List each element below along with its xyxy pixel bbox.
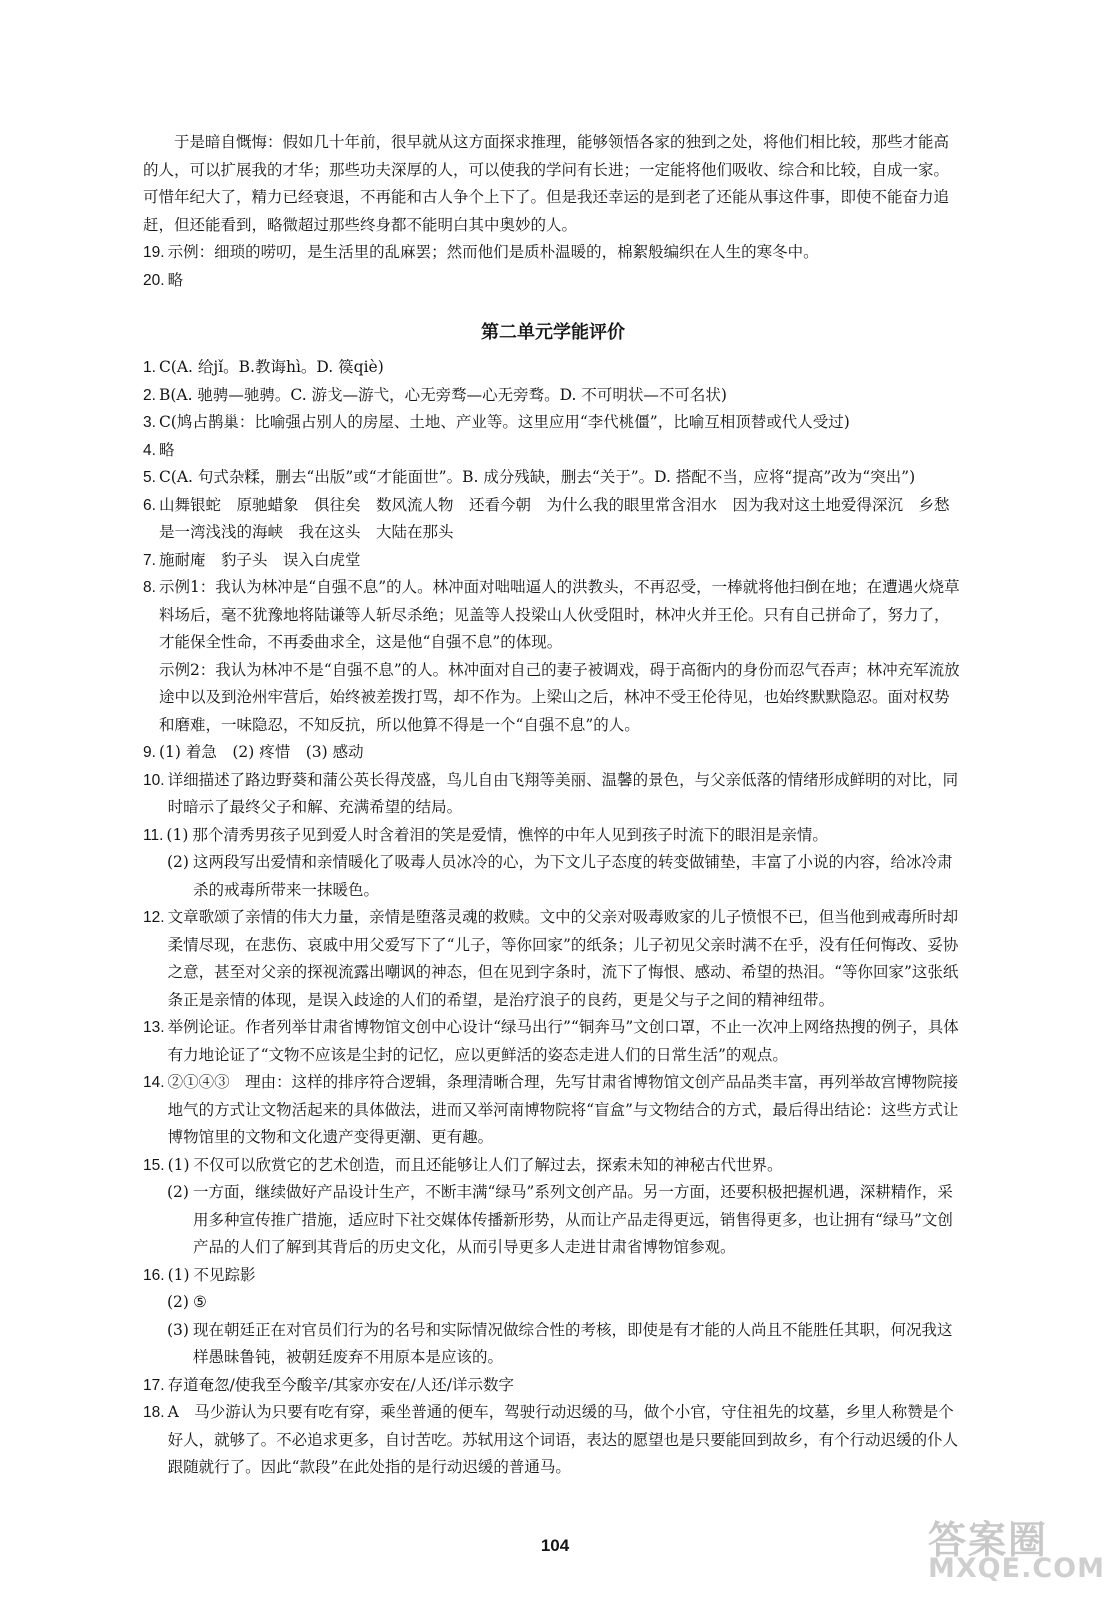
answer-item bbox=[143, 1014, 963, 1069]
sub-number: (1) bbox=[167, 1155, 190, 1174]
item-body bbox=[168, 1372, 963, 1400]
sub-answer bbox=[166, 822, 963, 850]
item-number: 19. bbox=[143, 244, 165, 261]
item-text: 施耐庵 豹子头 误入白虎堂 bbox=[158, 550, 361, 569]
item-number: 12. bbox=[143, 909, 165, 926]
item-text: A 马少游认为只要有吃有穿，乘坐普通的便车，驾驶行动迟缓的马，做个小官，守住祖先的坟墓，乡里人称赞是个好人，就够了。不必追求更多，自讨苦吃。苏轼用这个词语，表达的愿望也是只要能回到故乡，有个行动迟缓的仆人跟随就行了。因此“款段”在此处指的是行动迟缓的普通马。 bbox=[167, 1403, 959, 1476]
sub-answer bbox=[168, 1152, 963, 1180]
item-body bbox=[168, 1152, 963, 1180]
sub-text: 那个清秀男孩子见到爱人时含着泪的笑是爱情，憔悴的中年人见到孩子时流下的眼泪是亲情。 bbox=[192, 825, 828, 844]
answer-content bbox=[143, 129, 963, 1482]
item-text: C(A. 给jǐ。B.教诲hì。D. 篌qiè) bbox=[158, 358, 384, 376]
answer-item bbox=[143, 574, 963, 739]
item-text: 示例：细琐的唠叨，是生活里的乱麻罢；然而他们是质朴温暖的，棉絮般编织在人生的寒冬中。 bbox=[167, 243, 819, 261]
page-number: 104 bbox=[540, 1536, 570, 1555]
item-text: 文章歌颂了亲情的伟大力量，亲情是堕落灵魂的救赎。文中的父亲对吸毒败家的儿子愤恨不已，但当他到戒毒所时却柔情尽现，在悲伤、哀戚中用父爱写下了“儿子，等你回家”的纸条；儿子初见父亲时满不在乎，没有任何悔改、妥协之意，甚至对父亲的探视流露出嘲讽的神态，但在见到字条时，流下了悔恨、感动、希望的热泪。“等你回家”这张纸条正是亲情的体现，是误入歧途的人们的希望，是治疗浪子的良药，更是父与子之间的精神纽带。 bbox=[167, 908, 959, 1009]
answer-item bbox=[143, 409, 963, 437]
item-body bbox=[168, 767, 963, 822]
answer-item bbox=[143, 1399, 963, 1482]
answer-item bbox=[143, 739, 963, 767]
item-number: 8. bbox=[143, 579, 156, 596]
item-number: 9. bbox=[143, 744, 156, 761]
answer-item bbox=[143, 1069, 963, 1152]
sub-text: 一方面，继续做好产品设计生产，不断丰满“绿马”系列文创产品。另一方面，还要积极把握机遇，深耕精作，采用多种宣传推广措施，适应时下社交媒体传播新形势，从而让产品走得更远，销售得更多，也让拥有“绿马”文创产品的人们了解到其背后的历史文化，从而引导更多人走进甘肃省博物馆参观。 bbox=[192, 1183, 953, 1256]
sub-text: 不仅可以欣赏它的艺术创造，而且还能够让人们了解过去，探索未知的神秘古代世界。 bbox=[193, 1155, 783, 1174]
item-number: 11. bbox=[143, 826, 164, 844]
item-number: 15. bbox=[143, 1156, 165, 1174]
sub-answer bbox=[167, 849, 963, 904]
item-number: 3. bbox=[143, 414, 156, 431]
item-body bbox=[168, 1399, 963, 1482]
answer-item bbox=[143, 1152, 963, 1180]
item-body bbox=[159, 464, 963, 492]
watermark-logo bbox=[928, 1509, 1105, 1589]
item-number: 20. bbox=[143, 271, 165, 289]
answer-item bbox=[143, 822, 963, 850]
answer-item bbox=[143, 382, 963, 410]
item-number: 4. bbox=[143, 441, 156, 459]
item-text: 存道奄忽/使我至今酸辛/其家亦安在/人还/详示数字 bbox=[167, 1375, 514, 1394]
item-number: 2. bbox=[143, 386, 156, 404]
item-number: 18. bbox=[143, 1404, 165, 1421]
watermark-url: MXQE.COM bbox=[928, 1553, 1105, 1584]
watermark-text: 答案圈 bbox=[928, 1518, 1049, 1562]
answer-item bbox=[143, 767, 963, 822]
item-body bbox=[168, 1262, 963, 1290]
answer-item bbox=[143, 492, 963, 547]
item-text: 示例1：我认为林冲是“自强不息”的人。林冲面对咄咄逼人的洪教头，不再忍受，一棒就将他扫倒在地；在遭遇火烧草料场后，毫不犹豫地将陆谦等人斩尽杀绝；见盖等人投梁山人伙受阻时，林冲火并王伦。只有自己拼命了，努力了，才能保全性命，不再委曲求全，这是他“自强不息”的体现。 bbox=[158, 578, 960, 651]
item-body bbox=[159, 739, 963, 767]
section-title: 第二单元学能评价 bbox=[481, 322, 625, 343]
item-number: 14. bbox=[143, 1074, 165, 1091]
item-number: 5. bbox=[143, 469, 156, 486]
answer-item bbox=[143, 267, 963, 295]
item-text: (1) 着急 (2) 疼惜 (3) 感动 bbox=[158, 743, 364, 761]
item-number: 16. bbox=[143, 1266, 165, 1284]
sub-number: (1) bbox=[167, 1265, 190, 1284]
item-text: B(A. 驰骋—驰骋。C. 游戈—游弋，心无旁骛—心无旁骛。D. 不可明状—不可名状) bbox=[158, 385, 727, 404]
item-text: 略 bbox=[167, 270, 184, 289]
sub-number: (2) bbox=[167, 1183, 189, 1201]
item-text: C(鸠占鹊巢：比喻强占别人的房屋、土地、产业等。这里应用“李代桃僵”，比喻互相顶替或代人受过) bbox=[158, 413, 850, 431]
sub-answer bbox=[168, 1262, 963, 1290]
answer-item bbox=[143, 354, 963, 382]
item-text: 举例论证。作者列举甘肃省博物馆文创中心设计“绿马出行”“铜奔马”文创口罩，不止一次冲上网络热搜的例子，具体有力地论证了“文物不应该是尘封的记忆，应以更鲜活的姿态走进人们的日常生活”的观点。 bbox=[167, 1018, 959, 1064]
item-extra-text: 示例2：我认为林冲不是“自强不息”的人。林冲面对自己的妻子被调戏，碍于高衙内的身份而忍气吞声；林冲充军流放途中以及到沧州牢营后，始终被差拨打骂，却不作为。上梁山之后，林冲不受王伦待见，也始终默默隐忍。面对权势和磨难，一味隐忍，不知反抗，所以他算不得是一个“自强不息”的人。 bbox=[158, 660, 960, 734]
item-text: C(A. 句式杂糅，删去“出版”或“才能面世”。B. 成分残缺，删去“关于”。D. 搭配不当，应将“提高”改为“突出”) bbox=[158, 468, 916, 486]
item-body bbox=[159, 492, 963, 547]
item-body bbox=[166, 822, 963, 850]
sub-text: 这两段写出爱情和亲情暖化了吸毒人员冰冷的心，为下文儿子态度的转变做铺垫，丰富了小说的内容，给冰冷肃杀的戒毒所带来一抹暖色。 bbox=[192, 853, 953, 899]
item-number: 6. bbox=[143, 496, 156, 514]
item-body bbox=[168, 1069, 963, 1152]
item-body bbox=[159, 574, 963, 739]
answer-item bbox=[143, 239, 963, 267]
item-number: 13. bbox=[143, 1019, 165, 1036]
item-number: 17. bbox=[143, 1376, 165, 1394]
item-body bbox=[159, 547, 963, 575]
item-body bbox=[159, 354, 963, 382]
sub-number: (3) bbox=[167, 1320, 189, 1339]
sub-text: 不见踪影 bbox=[193, 1265, 256, 1284]
sub-answer bbox=[167, 1317, 963, 1372]
item-text: 详细描述了路边野葵和蒲公英长得茂盛，鸟儿自由飞翔等美丽、温馨的景色，与父亲低落的情绪形成鲜明的对比，同时暗示了最终父子和解、充满希望的结局。 bbox=[167, 770, 959, 816]
item-body bbox=[159, 409, 963, 437]
sub-answer bbox=[167, 1179, 963, 1262]
sub-text: ⑤ bbox=[192, 1293, 207, 1311]
item-body bbox=[159, 382, 963, 410]
sub-number: (1) bbox=[166, 825, 189, 844]
sub-number: (2) bbox=[167, 853, 189, 871]
item-number: 7. bbox=[143, 551, 156, 569]
answer-item bbox=[143, 904, 963, 1014]
answer-item bbox=[143, 1372, 963, 1400]
sub-number: (2) bbox=[167, 1293, 189, 1311]
item-number: 10. bbox=[143, 771, 165, 789]
intro-paragraph: 于是暗自慨悔：假如几十年前，很早就从这方面探求推理，能够领悟各家的独到之处，将他们相比较，那些才能高的人，可以扩展我的才华；那些功夫深厚的人，可以使我的学问有长进；一定能将他们吸收、综合和比较，自成一家。可惜年纪大了，精力已经衰退，不再能和古人争个上下了。但是我还幸运的是到老了还能从事这件事，即使不能奋力追赶，但还能看到，略微超过那些终身都不能明白其中奥妙的人。 bbox=[143, 133, 950, 234]
sub-text: 现在朝廷正在对官员们行为的名号和实际情况做综合性的考核，即使是有才能的人尚且不能胜任其职，何况我这样愚昧鲁钝，被朝廷废弃不用原本是应该的。 bbox=[192, 1320, 953, 1366]
answer-list bbox=[143, 354, 963, 1482]
sub-answer bbox=[167, 1289, 963, 1317]
item-body bbox=[168, 904, 963, 1014]
answer-item bbox=[143, 464, 963, 492]
answer-item bbox=[143, 1262, 963, 1290]
item-body bbox=[168, 1014, 963, 1069]
item-body bbox=[159, 437, 963, 465]
item-text: 略 bbox=[158, 440, 175, 459]
item-text: 山舞银蛇 原驰蜡象 俱往矣 数风流人物 还看今朝 为什么我的眼里常含泪水 因为我对这土地爱得深沉 乡愁是一湾浅浅的海峡 我在这头 大陆在那头 bbox=[158, 495, 950, 541]
item-number: 1. bbox=[143, 359, 156, 376]
answer-item bbox=[143, 547, 963, 575]
item-text: ②①④③ 理由：这样的排序符合逻辑，条理清晰合理，先写甘肃省博物馆文创产品品类丰富，再列举故宫博物院接地气的方式让文物活起来的具体做法，进而又举河南博物院将“盲盒”与文物结合的方式，最后得出结论：这些方式让博物馆里的文物和文化遗产变得更潮、更有趣。 bbox=[167, 1073, 959, 1146]
answer-item bbox=[143, 437, 963, 465]
